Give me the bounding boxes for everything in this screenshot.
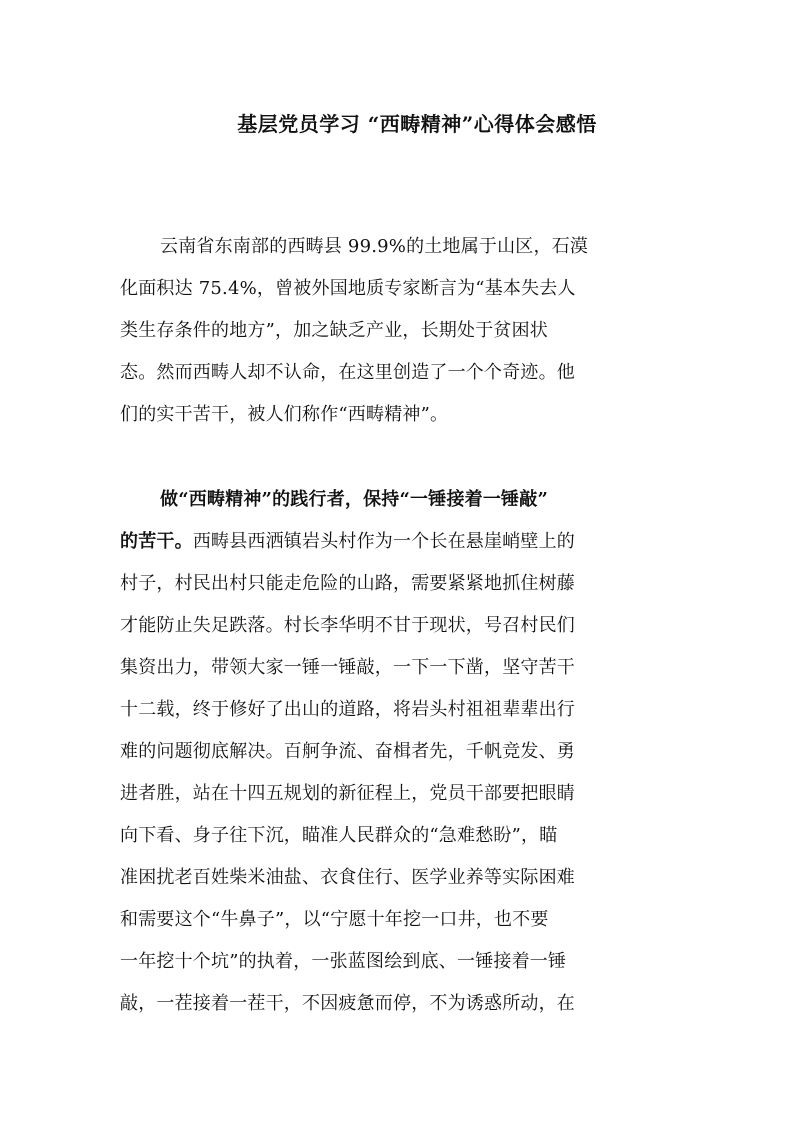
paragraph-line: 敲，一茬接着一茬干，不因疲惫而停，不为诱惑所动，在 — [120, 993, 575, 1014]
paragraph-line: 难的问题彻底解决。百舸争流、奋楫者先，千帆竞发、勇 — [120, 741, 575, 762]
paragraph-line: 进者胜，站在十四五规划的新征程上，党员干部要把眼睛 — [120, 783, 575, 804]
document-title: 基层党员学习 “西畴精神”心得体会感悟 — [237, 112, 597, 136]
paragraph-line: 才能防止失足跌落。村长李华明不甘于现状，号召村民们 — [120, 615, 575, 636]
paragraph-1 — [120, 226, 660, 436]
paragraph-heading-line: 做“西畴精神”的践行者，保持“一锤接着一锤敲” — [160, 489, 549, 510]
paragraph-heading-end: 的苦干。 — [120, 531, 193, 552]
paragraph-text: 西畴县西洒镇岩头村作为一个长在悬崖峭壁上的 — [192, 531, 576, 552]
paragraph-2 — [120, 479, 660, 1025]
paragraph-line: 态。然而西畴人却不认命，在这里创造了一个个奇迹。他 — [120, 362, 575, 383]
paragraph-line: 云南省东南部的西畴县 99.9%的土地属于山区，石漠 — [160, 236, 589, 257]
paragraph-line: 们的实干苦干，被人们称作“西畴精神”。 — [120, 404, 449, 425]
paragraph-line: 化面积达 75.4%，曾被外国地质专家断言为“基本失去人 — [120, 278, 576, 299]
paragraph-line: 类生存条件的地方”，加之缺乏产业，长期处于贫困状 — [120, 320, 548, 341]
paragraph-line: 十二载，终于修好了出山的道路，将岩头村祖祖辈辈出行 — [120, 699, 575, 720]
paragraph-line: 一年挖十个坑”的执着，一张蓝图绘到底、一锤接着一锤 — [120, 951, 567, 972]
paragraph-line: 准困扰老百姓柴米油盐、衣食住行、医学业养等实际困难 — [120, 867, 575, 888]
paragraph-line: 和需要这个“牛鼻子”，以“宁愿十年挖一口井，也不要 — [120, 909, 549, 930]
paragraph-line — [120, 521, 660, 563]
paragraph-line: 集资出力，带领大家一锤一锤敲，一下一下凿，坚守苦干 — [120, 657, 575, 678]
paragraph-line: 向下看、身子往下沉，瞄准人民群众的“急难愁盼”，瞄 — [120, 825, 558, 846]
paragraph-line: 村子，村民出村只能走危险的山路，需要紧紧地抓住树藤 — [120, 573, 575, 594]
